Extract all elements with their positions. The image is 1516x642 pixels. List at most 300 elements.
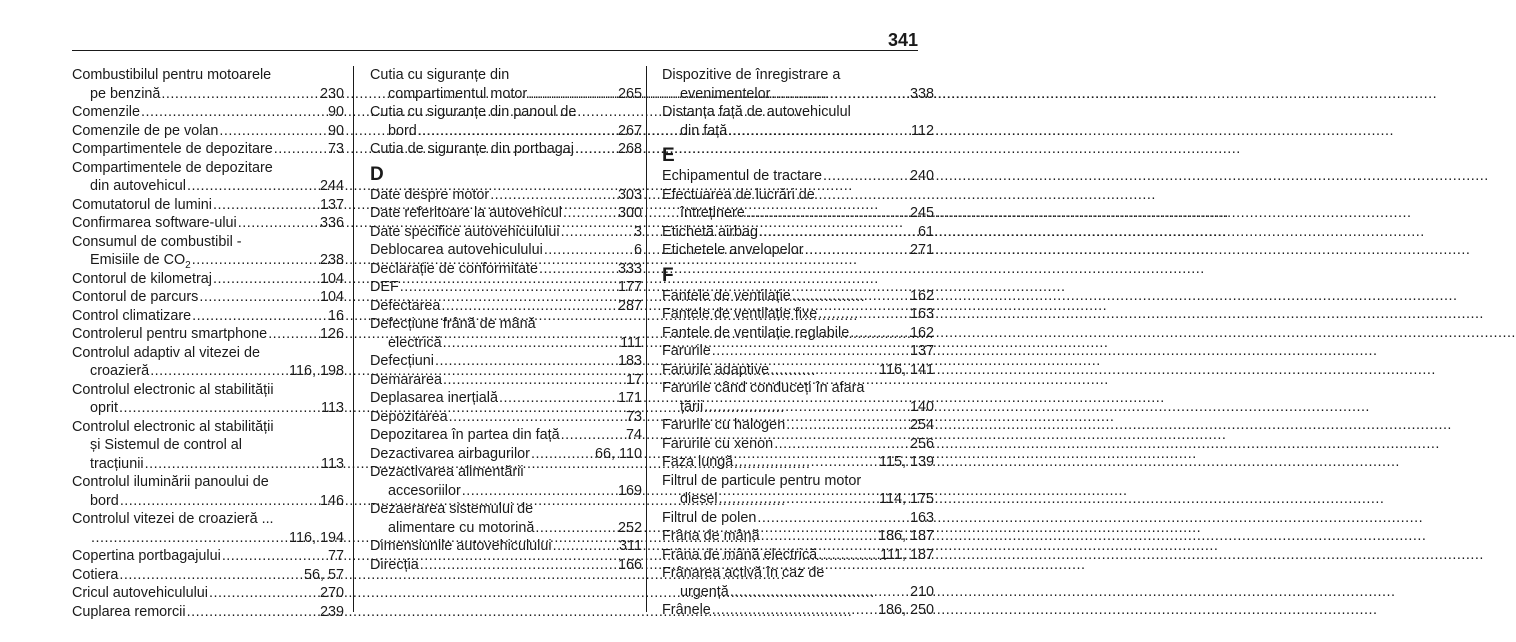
index-entry	[662, 416, 934, 435]
entry-line	[72, 529, 344, 548]
page-reference: 230	[319, 85, 344, 102]
index-entry	[72, 214, 344, 233]
entry-text: Combustibilul pentru motoarele	[72, 67, 272, 83]
index-entry	[370, 389, 642, 408]
entry-line	[662, 324, 934, 343]
entry-text	[388, 519, 534, 538]
page-reference: 256	[909, 435, 934, 452]
page-reference: 116, 198	[289, 363, 344, 379]
entry-line	[662, 546, 934, 565]
page-reference: 163	[909, 306, 934, 322]
entry-text-part: Depozitarea în partea din față	[370, 427, 560, 443]
entry-line	[662, 305, 934, 324]
page-reference: 73	[327, 141, 344, 157]
page-reference: 140	[909, 398, 934, 415]
leader-dots	[574, 140, 618, 159]
page-reference: 271	[909, 242, 934, 258]
leader-dots	[552, 537, 619, 556]
leader-dots	[198, 288, 320, 307]
entry-text-part: oprit	[90, 400, 118, 416]
entry-text-part: Fantele de ventilație	[662, 287, 791, 304]
page-number: 341	[887, 30, 918, 50]
leader-dots	[218, 122, 328, 141]
entry-text	[90, 177, 186, 196]
index-entry	[662, 509, 934, 528]
leader-dots	[419, 556, 618, 575]
entry-line	[370, 556, 642, 575]
entry-text	[370, 426, 560, 445]
index-entry	[370, 445, 642, 464]
leader-dots	[237, 214, 320, 233]
index-entry	[72, 66, 344, 103]
entry-line	[72, 140, 344, 159]
entry-line	[370, 537, 642, 556]
entry-text-part: Comenzile	[72, 104, 140, 120]
entry-text: și Sistemul de control al	[90, 437, 242, 453]
entry-line	[72, 177, 344, 196]
index-column-1	[72, 66, 344, 621]
entry-text	[72, 547, 221, 566]
page-reference: 116, 194	[289, 529, 344, 546]
entry-line	[370, 122, 642, 141]
entry-text-part: Echipamentul de tractare	[662, 168, 822, 184]
index-column-2	[370, 66, 642, 574]
entry-line	[72, 270, 344, 289]
entry-line	[72, 455, 344, 474]
entry-text-part: Emisiile de CO	[90, 252, 186, 268]
leader-dots	[703, 398, 910, 417]
entry-line	[370, 241, 642, 260]
entry-text	[72, 214, 237, 233]
leader-dots	[144, 455, 321, 474]
entry-text	[90, 399, 118, 418]
index-entry	[370, 241, 642, 260]
entry-text: Dispozitive de înregistrare a	[662, 67, 841, 83]
leader-dots	[442, 334, 621, 353]
entry-text-part: întreținere	[680, 205, 745, 221]
leader-dots	[417, 122, 618, 141]
entry-line	[370, 204, 642, 223]
entry-line	[370, 140, 642, 159]
leader-dots	[149, 362, 289, 381]
entry-text: Controlul vitezei de croazieră ...	[72, 511, 274, 527]
leader-dots	[560, 223, 634, 242]
entry-text	[370, 537, 552, 556]
entry-text	[370, 186, 489, 205]
leader-dots	[727, 122, 911, 141]
entry-line	[370, 426, 642, 445]
entry-line	[370, 371, 642, 390]
page-reference: 162	[909, 287, 934, 304]
entry-line	[370, 389, 642, 408]
page-reference: 166	[617, 556, 642, 573]
entry-text	[90, 455, 144, 474]
entry-text-part: Copertina portbagajului	[72, 548, 221, 564]
page-reference: 112	[911, 122, 934, 139]
entry-text	[680, 398, 703, 417]
entry-text	[72, 566, 118, 585]
index-entry	[370, 463, 642, 500]
entry-line	[662, 241, 934, 260]
page-reference: 333	[617, 260, 642, 277]
leader-dots	[733, 453, 879, 472]
index-entry	[72, 270, 344, 289]
page-reference: 56, 57	[303, 566, 344, 583]
entry-text	[72, 584, 208, 603]
entry-text-part: Cotiera	[72, 566, 119, 583]
entry-text: Controlul electronic al stabilității	[72, 418, 274, 435]
entry-line	[370, 85, 642, 104]
entry-line	[370, 223, 642, 242]
index-entry	[370, 260, 642, 279]
entry-text	[662, 287, 791, 306]
entry-text	[680, 490, 718, 509]
index-entry	[72, 418, 344, 474]
index-entry	[662, 601, 934, 620]
leader-dots	[90, 529, 289, 548]
index-entry	[72, 584, 344, 603]
leader-dots	[785, 416, 910, 435]
index-entry	[370, 408, 642, 427]
page-reference: 137	[319, 196, 344, 213]
entry-text-part: diesel	[680, 491, 718, 507]
entry-line	[72, 307, 344, 326]
leader-dots	[718, 490, 879, 509]
entry-text	[662, 546, 817, 565]
leader-dots	[140, 103, 328, 122]
entry-text	[90, 362, 149, 381]
entry-text-part: Frâna de mână	[662, 528, 760, 544]
entry-text-part: Fantele de ventilație reglabile	[662, 324, 850, 341]
page-reference: 268	[617, 141, 642, 157]
leader-dots	[442, 371, 626, 390]
entry-text-part: Contorul de parcurs	[72, 289, 199, 305]
entry-text	[370, 140, 574, 159]
entry-line	[662, 527, 934, 546]
entry-text-part: Depozitarea	[370, 408, 448, 425]
entry-line	[662, 398, 934, 417]
entry-text: Filtrul de particule pentru motor	[662, 472, 862, 489]
entry-line	[72, 288, 344, 307]
index-entry	[662, 435, 934, 454]
entry-text-part: accesoriilor	[388, 482, 461, 499]
leader-dots	[461, 482, 618, 501]
entry-line	[662, 490, 934, 509]
index-entry	[72, 381, 344, 418]
page-reference: 338	[909, 85, 934, 102]
entry-text	[370, 408, 448, 427]
page-reference: 300	[617, 205, 642, 221]
entry-line	[662, 223, 934, 242]
entry-text	[72, 103, 140, 122]
entry-line	[72, 103, 344, 122]
page-reference: 186, 187	[877, 528, 934, 544]
entry-line	[370, 482, 642, 501]
leader-dots	[273, 140, 328, 159]
page-reference: 245	[909, 205, 934, 221]
index-entry	[72, 603, 344, 622]
entry-text	[388, 334, 442, 353]
entry-text-part: bord	[90, 492, 119, 509]
entry-text	[370, 241, 543, 260]
entry-text-part: Cricul autovehiculului	[72, 585, 208, 601]
page-reference: 311	[619, 538, 642, 554]
index-entry	[662, 379, 934, 416]
entry-line	[72, 325, 344, 344]
index-entry	[370, 315, 642, 352]
entry-text-part: Cuplarea remorcii	[72, 603, 186, 620]
entry-text-part: tracțiunii	[90, 455, 144, 472]
index-entry	[72, 510, 344, 547]
entry-text-part: din față	[680, 122, 728, 139]
entry-text-part: Date despre motor	[370, 186, 490, 203]
entry-text-part: Date specifice autovehiculului	[370, 223, 560, 240]
entry-text-part: Etichetă airbag	[662, 223, 758, 240]
header-rule	[72, 50, 918, 51]
index-entry	[662, 287, 934, 306]
entry-text-part: Defectarea	[370, 297, 441, 314]
entry-text	[370, 260, 538, 279]
index-entry	[72, 473, 344, 510]
entry-text	[662, 416, 785, 435]
index-entry	[370, 140, 642, 159]
leader-dots	[186, 603, 320, 622]
page-reference: 114, 175	[879, 491, 934, 507]
page-reference: 336	[319, 215, 344, 231]
section-letter: D	[370, 163, 384, 185]
entry-text-part: Defecțiuni	[370, 353, 434, 369]
entry-line	[662, 416, 934, 435]
entry-line	[662, 342, 934, 361]
leader-dots	[440, 297, 618, 316]
index-entry	[662, 342, 934, 361]
index-entry	[662, 324, 934, 343]
page-reference: 111, 187	[880, 546, 934, 563]
leader-dots	[756, 509, 910, 528]
page-reference: 163	[909, 509, 934, 526]
entry-line	[72, 547, 344, 566]
entry-text-part: Direcția	[370, 556, 419, 573]
leader-dots	[527, 85, 618, 104]
index-entry	[662, 305, 934, 324]
index-entry	[662, 527, 934, 546]
entry-text: Cutia cu siguranțe din	[370, 67, 510, 83]
index-entry	[370, 371, 642, 390]
entry-text: Consumul de combustibil -	[72, 233, 242, 250]
entry-text	[370, 389, 498, 408]
entry-text-part: Farurile adaptive	[662, 361, 770, 378]
entry-line	[370, 334, 642, 353]
index-entry	[370, 223, 642, 242]
entry-text	[388, 85, 527, 104]
entry-line	[662, 435, 934, 454]
leader-dots	[118, 566, 304, 585]
entry-text	[90, 492, 119, 511]
entry-text	[72, 270, 212, 289]
entry-text	[662, 167, 822, 186]
page-reference: 126	[319, 326, 344, 342]
page-reference: 104	[319, 289, 344, 305]
entry-text	[680, 583, 729, 602]
entry-text: Frânarea activă în caz de	[662, 565, 825, 581]
index-entry	[370, 103, 642, 140]
index-entry	[662, 546, 934, 565]
entry-line	[370, 352, 642, 371]
entry-text-part: Farurile cu xenon	[662, 435, 774, 452]
page-reference: 287	[617, 297, 642, 314]
page-reference: 162	[909, 324, 934, 341]
entry-text	[72, 325, 267, 344]
entry-text	[72, 122, 218, 141]
leader-dots	[191, 307, 328, 326]
entry-text	[90, 251, 191, 270]
leader-dots	[221, 547, 328, 566]
section-letter: E	[662, 145, 675, 166]
entry-text	[370, 204, 562, 223]
entry-text: Controlul electronic al stabilității	[72, 381, 274, 398]
page-reference: 116, 141	[879, 361, 934, 378]
leader-dots	[186, 177, 320, 196]
page-reference: 17	[625, 371, 642, 388]
page-reference: 171	[617, 390, 642, 406]
entry-text-part: Comenzile de pe volan	[72, 122, 219, 139]
leader-dots	[212, 270, 320, 289]
entry-text: Dezaerarea sistemului de	[370, 501, 534, 517]
leader-dots	[191, 251, 320, 270]
index-entry	[662, 167, 934, 186]
page-reference: 66, 110	[595, 445, 642, 462]
entry-text-part: Frâna de mână electrică	[662, 546, 818, 563]
entry-line	[370, 278, 642, 297]
entry-line	[662, 287, 934, 306]
entry-line	[370, 260, 642, 279]
index-entry	[72, 288, 344, 307]
entry-text	[388, 122, 417, 141]
leader-dots	[118, 399, 321, 418]
entry-text-part: compartimentul motor	[388, 85, 528, 102]
index-entry	[662, 223, 934, 242]
leader-dots	[760, 527, 878, 546]
page-reference: 77	[327, 548, 344, 564]
entry-text	[72, 307, 191, 326]
entry-text	[680, 204, 745, 223]
page-reference: 113	[321, 455, 344, 472]
leader-dots	[745, 204, 910, 223]
entry-text-part: Dimensiunile autovehiculului	[370, 538, 552, 554]
leader-dots	[770, 85, 910, 104]
section-letter: F	[662, 264, 674, 286]
entry-line	[370, 186, 642, 205]
leader-dots	[119, 492, 320, 511]
entry-text: Farurile când conduceți în afara	[662, 380, 865, 396]
entry-line	[72, 584, 344, 603]
entry-line	[72, 399, 344, 418]
leader-dots	[711, 342, 910, 361]
entry-text-part: Comutatorul de lumini	[72, 196, 212, 213]
entry-line	[662, 167, 934, 186]
index-entry	[370, 352, 642, 371]
leader-dots	[160, 85, 320, 104]
page-reference: 90	[327, 122, 344, 139]
index-entry	[662, 453, 934, 472]
entry-text-part: țării	[680, 398, 704, 415]
index-entry	[370, 186, 642, 205]
page-reference: 186, 250	[877, 602, 934, 618]
entry-line	[662, 453, 934, 472]
leader-dots	[267, 325, 320, 344]
entry-text	[370, 371, 442, 390]
page-reference: 90	[327, 104, 344, 120]
leader-dots	[817, 305, 910, 324]
entry-text-part: Contorul de kilometraj	[72, 270, 212, 287]
entry-text: Efectuarea de lucrări de	[662, 186, 815, 203]
index-entry	[370, 278, 642, 297]
entry-text-part: DEF	[370, 279, 399, 295]
entry-text	[72, 140, 273, 159]
leader-dots	[543, 241, 634, 260]
entry-text	[662, 223, 758, 242]
entry-line	[72, 85, 344, 104]
entry-text	[662, 361, 769, 380]
entry-text	[680, 122, 727, 141]
index-entry	[662, 66, 934, 103]
page-reference: 270	[319, 585, 344, 601]
entry-text	[370, 352, 434, 371]
leader-dots	[562, 204, 618, 223]
entry-text	[72, 603, 186, 622]
leader-dots	[534, 519, 618, 538]
page-reference: 177	[617, 279, 642, 295]
leader-dots	[804, 241, 910, 260]
page-reference: 240	[909, 168, 934, 184]
entry-text-part: Demararea	[370, 371, 442, 388]
index-entry	[72, 233, 344, 270]
index-entry	[72, 566, 344, 585]
index-entry	[662, 186, 934, 223]
index-entry	[72, 140, 344, 159]
leader-dots	[729, 583, 910, 602]
leader-dots	[208, 584, 320, 603]
entry-line	[370, 408, 642, 427]
entry-line	[662, 583, 934, 602]
entry-text	[662, 241, 804, 260]
entry-text-part: Frânele	[662, 602, 711, 618]
entry-text: Defecțiune frână de mână	[370, 316, 536, 332]
entry-text	[662, 435, 773, 454]
entry-text-part: evenimentelor	[680, 85, 771, 102]
index-entry	[72, 103, 344, 122]
index-entry	[72, 196, 344, 215]
leader-dots	[498, 389, 618, 408]
entry-text	[662, 453, 733, 472]
entry-text-part: Date referitoare la autovehicul	[370, 205, 562, 221]
page-reference: 267	[617, 122, 642, 139]
index-entry	[370, 66, 642, 103]
page-reference: 16	[327, 307, 344, 324]
page-reference: 61	[917, 223, 934, 240]
page-reference: 3	[633, 223, 642, 240]
page-reference: 137	[909, 343, 934, 359]
leader-dots	[560, 426, 626, 445]
entry-text	[388, 482, 461, 501]
page-reference: 74	[625, 427, 642, 443]
entry-line	[72, 566, 344, 585]
entry-line	[662, 601, 934, 620]
entry-text: Compartimentele de depozitare	[72, 159, 273, 176]
entry-text	[662, 305, 817, 324]
entry-text	[72, 196, 212, 215]
entry-text-part: din autovehicul	[90, 178, 187, 194]
